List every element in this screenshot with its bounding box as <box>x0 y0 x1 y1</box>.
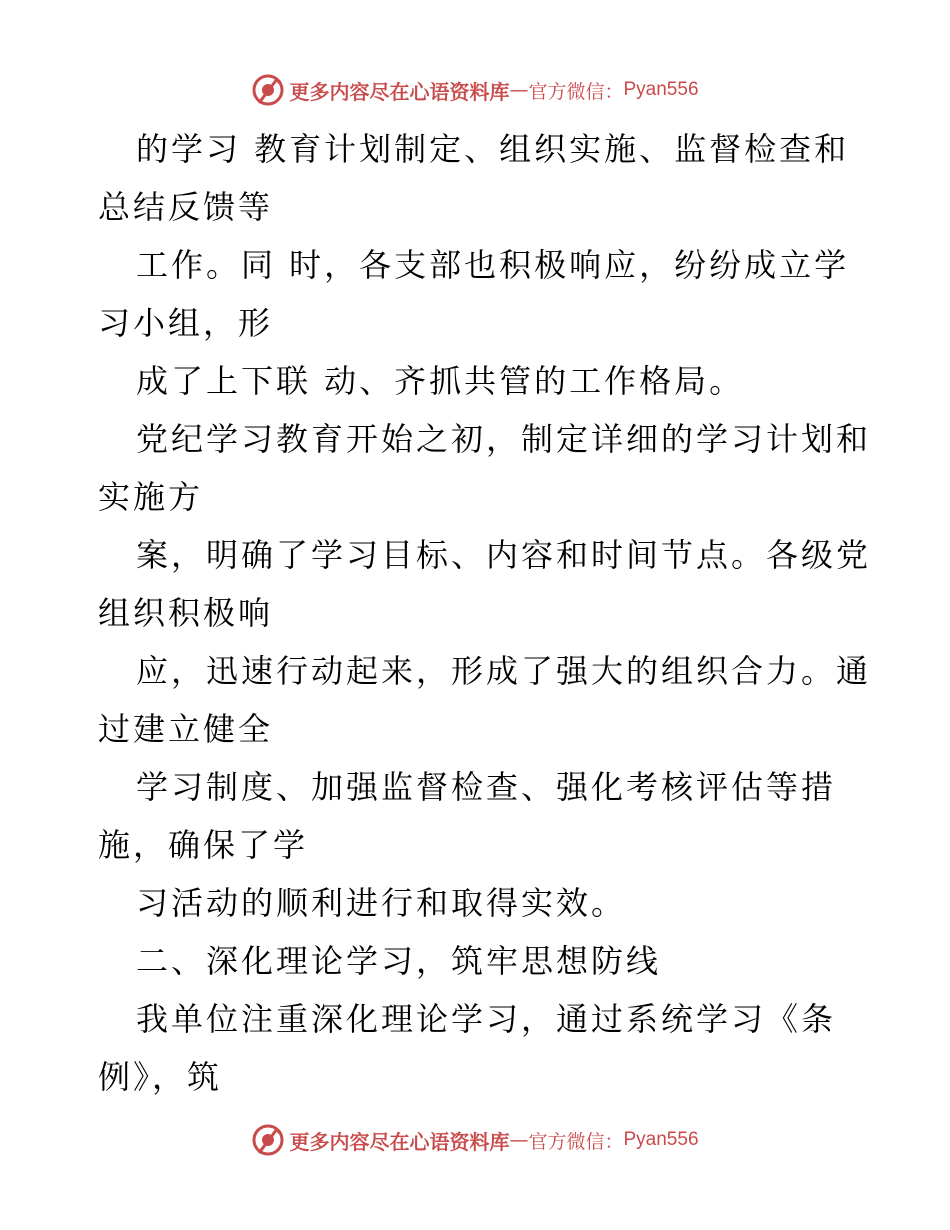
body-line: 施，确保了学 <box>98 826 309 864</box>
section-heading: 二、深化理论学习，筑牢思想防线 <box>136 942 662 980</box>
watermark-wechat-id: Pyan556 <box>623 1129 699 1150</box>
body-line: 实施方 <box>98 478 204 516</box>
watermark-site-text: 更多内容尽在心语资料库 <box>289 79 510 104</box>
body-line: 习小组，形 <box>98 304 274 342</box>
footer-watermark <box>0 1120 950 1160</box>
watermark-wechat-id: Pyan556 <box>623 79 699 100</box>
body-line: 过建立健全 <box>98 710 274 748</box>
body-line: 例》，筑 <box>98 1058 223 1096</box>
body-line: 学习制度、加强监督检查、强化考核评估等措 <box>136 768 837 806</box>
watermark-site-text: 更多内容尽在心语资料库 <box>289 1129 510 1154</box>
pen-logo-icon <box>251 73 285 107</box>
body-line: 成了上下联 动、齐抓共管的工作格局。 <box>136 362 745 400</box>
watermark-separator: — <box>509 79 529 101</box>
header-watermark <box>0 70 950 110</box>
body-line: 党纪学习教育开始之初，制定详细的学习计划和 <box>136 420 872 458</box>
body-line: 应，迅速行动起来，形成了强大的组织合力。通 <box>136 652 872 690</box>
body-line: 的学习 教育计划制定、组织实施、监督检查和 <box>136 130 850 168</box>
document-body <box>98 120 872 1106</box>
body-line: 组织积极响 <box>98 594 274 632</box>
body-line: 习活动的顺利进行和取得实效。 <box>136 884 627 922</box>
body-line: 案，明确了学习目标、内容和时间节点。各级党 <box>136 536 872 574</box>
body-line: 总结反馈等 <box>98 188 274 226</box>
body-line: 工作。同 时，各支部也积极响应，纷纷成立学 <box>136 246 850 284</box>
watermark-wechat-label: 官方微信： <box>528 1130 624 1153</box>
body-line: 我单位注重深化理论学习，通过系统学习《条 <box>136 1000 837 1038</box>
pen-logo-icon <box>251 1123 285 1157</box>
watermark-separator: — <box>509 1129 529 1151</box>
watermark-wechat-label: 官方微信： <box>528 80 624 103</box>
